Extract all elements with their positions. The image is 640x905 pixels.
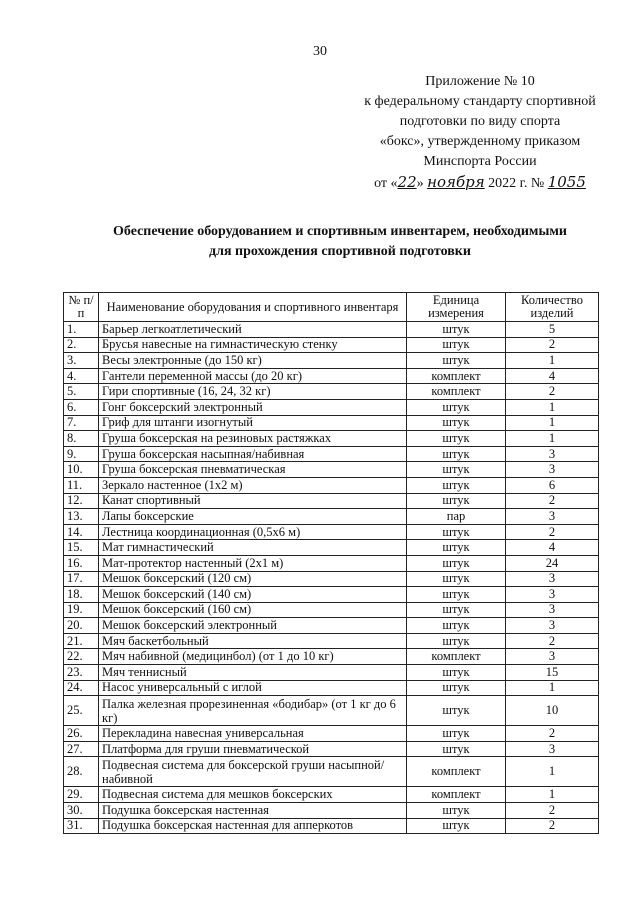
appendix-line: Минспорта России (423, 154, 537, 169)
row-unit: штук (407, 337, 506, 353)
header-unit: Единица измерения (407, 293, 506, 322)
row-number: 23. (64, 665, 99, 681)
table-row (64, 524, 599, 540)
row-quantity: 1 (506, 680, 599, 696)
row-name: Подвесная система для мешков боксерских (99, 787, 407, 803)
table-row (64, 741, 599, 757)
row-unit: комплект (407, 384, 506, 400)
row-unit: штук (407, 524, 506, 540)
row-quantity: 2 (506, 524, 599, 540)
table-row (64, 337, 599, 353)
row-name: Перекладина навесная универсальная (99, 726, 407, 742)
row-name: Барьер легкоатлетический (99, 322, 407, 338)
table-row (64, 680, 599, 696)
header-num: № п/п (64, 293, 99, 322)
row-number: 27. (64, 741, 99, 757)
row-quantity: 2 (506, 633, 599, 649)
table-row (64, 696, 599, 726)
table-row (64, 446, 599, 462)
row-quantity: 10 (506, 696, 599, 726)
table-row (64, 540, 599, 556)
document-title (40, 222, 640, 262)
row-quantity: 1 (506, 431, 599, 447)
row-unit: штук (407, 587, 506, 603)
table-body (64, 322, 599, 834)
row-name: Груша боксерская на резиновых растяжках (99, 431, 407, 447)
row-number: 22. (64, 649, 99, 665)
row-quantity: 15 (506, 665, 599, 681)
appendix-block (330, 72, 630, 194)
row-quantity: 6 (506, 477, 599, 493)
row-quantity: 3 (506, 741, 599, 757)
row-quantity: 3 (506, 587, 599, 603)
row-unit: штук (407, 322, 506, 338)
order-line (330, 172, 630, 194)
order-day: 22 (397, 173, 417, 191)
table-row (64, 555, 599, 571)
row-number: 29. (64, 787, 99, 803)
row-number: 12. (64, 493, 99, 509)
table-row (64, 787, 599, 803)
header-qty: Количество изделий (506, 293, 599, 322)
row-unit: штук (407, 431, 506, 447)
row-number: 31. (64, 818, 99, 834)
title-line-1: Обеспечение оборудованием и спортивным инвентарем, необходимыми (113, 224, 567, 239)
table-row (64, 803, 599, 819)
row-unit: штук (407, 741, 506, 757)
order-number: 1055 (547, 173, 586, 191)
row-unit: пар (407, 509, 506, 525)
row-unit: штук (407, 540, 506, 556)
row-number: 4. (64, 368, 99, 384)
row-name: Груша боксерская пневматическая (99, 462, 407, 478)
row-name: Подушка боксерская настенная (99, 803, 407, 819)
order-month: ноября (427, 173, 485, 191)
row-quantity: 4 (506, 368, 599, 384)
row-number: 10. (64, 462, 99, 478)
row-number: 18. (64, 587, 99, 603)
table-row (64, 587, 599, 603)
table-row (64, 571, 599, 587)
appendix-line: подготовки по виду спорта (399, 114, 561, 129)
row-quantity: 2 (506, 384, 599, 400)
row-unit: штук (407, 726, 506, 742)
row-number: 11. (64, 477, 99, 493)
row-name: Платформа для груши пневматической (99, 741, 407, 757)
row-name: Мяч набивной (медицинбол) (от 1 до 10 кг) (99, 649, 407, 665)
row-unit: штук (407, 555, 506, 571)
row-unit: штук (407, 462, 506, 478)
row-unit: штук (407, 680, 506, 696)
row-quantity: 2 (506, 818, 599, 834)
title-line-2: для прохождения спортивной подготовки (209, 244, 471, 259)
table-row (64, 726, 599, 742)
table-row (64, 368, 599, 384)
row-quantity: 1 (506, 415, 599, 431)
row-name: Подвесная система для боксерской груши насыпной/набивной (99, 757, 407, 787)
appendix-line: «бокс», утвержденному приказом (379, 134, 581, 149)
row-name: Гонг боксерский электронный (99, 399, 407, 415)
row-unit: штук (407, 618, 506, 634)
table-row (64, 509, 599, 525)
row-number: 25. (64, 696, 99, 726)
row-quantity: 3 (506, 462, 599, 478)
row-unit: штук (407, 446, 506, 462)
row-quantity: 1 (506, 353, 599, 369)
page-number: 30 (313, 44, 327, 59)
row-name: Весы электронные (до 150 кг) (99, 353, 407, 369)
row-name: Мат-протектор настенный (2х1 м) (99, 555, 407, 571)
row-name: Лестница координационная (0,5х6 м) (99, 524, 407, 540)
table-row (64, 384, 599, 400)
row-quantity: 3 (506, 509, 599, 525)
row-name: Канат спортивный (99, 493, 407, 509)
row-unit: штук (407, 602, 506, 618)
row-number: 7. (64, 415, 99, 431)
row-number: 19. (64, 602, 99, 618)
row-unit: штук (407, 493, 506, 509)
row-name: Гири спортивные (16, 24, 32 кг) (99, 384, 407, 400)
table-row (64, 493, 599, 509)
table-row (64, 602, 599, 618)
table-row (64, 322, 599, 338)
row-name: Мешок боксерский электронный (99, 618, 407, 634)
row-number: 16. (64, 555, 99, 571)
row-unit: штук (407, 353, 506, 369)
row-name: Груша боксерская насыпная/набивная (99, 446, 407, 462)
row-unit: штук (407, 818, 506, 834)
row-quantity: 2 (506, 493, 599, 509)
row-number: 15. (64, 540, 99, 556)
row-quantity: 3 (506, 618, 599, 634)
row-unit: штук (407, 399, 506, 415)
order-year: 2022 г. № (484, 176, 548, 191)
table-row (64, 618, 599, 634)
row-unit: комплект (407, 757, 506, 787)
equipment-table (63, 292, 599, 834)
row-name: Брусья навесные на гимнастическую стенку (99, 337, 407, 353)
row-number: 3. (64, 353, 99, 369)
row-unit: комплект (407, 368, 506, 384)
row-quantity: 3 (506, 649, 599, 665)
row-name: Мяч теннисный (99, 665, 407, 681)
row-number: 9. (64, 446, 99, 462)
table-row (64, 757, 599, 787)
row-name: Палка железная прорезиненная «бодибар» (от 1 кг до 6 кг) (99, 696, 407, 726)
row-name: Мат гимнастический (99, 540, 407, 556)
row-name: Гантели переменной массы (до 20 кг) (99, 368, 407, 384)
table-row (64, 633, 599, 649)
row-unit: штук (407, 477, 506, 493)
row-quantity: 2 (506, 337, 599, 353)
order-mid: » (416, 176, 428, 191)
row-number: 30. (64, 803, 99, 819)
row-number: 24. (64, 680, 99, 696)
row-name: Лапы боксерские (99, 509, 407, 525)
row-number: 5. (64, 384, 99, 400)
table-row (64, 649, 599, 665)
row-unit: комплект (407, 649, 506, 665)
row-quantity: 24 (506, 555, 599, 571)
table-row (64, 353, 599, 369)
row-name: Мешок боксерский (160 см) (99, 602, 407, 618)
row-name: Мешок боксерский (140 см) (99, 587, 407, 603)
row-quantity: 5 (506, 322, 599, 338)
row-quantity: 3 (506, 446, 599, 462)
table-header-row (64, 293, 599, 322)
row-quantity: 2 (506, 803, 599, 819)
row-number: 17. (64, 571, 99, 587)
row-quantity: 4 (506, 540, 599, 556)
row-number: 21. (64, 633, 99, 649)
row-name: Зеркало настенное (1х2 м) (99, 477, 407, 493)
row-quantity: 1 (506, 399, 599, 415)
row-number: 8. (64, 431, 99, 447)
table-row (64, 818, 599, 834)
row-unit: комплект (407, 787, 506, 803)
row-number: 1. (64, 322, 99, 338)
row-name: Мяч баскетбольный (99, 633, 407, 649)
table-row (64, 415, 599, 431)
table-row (64, 462, 599, 478)
appendix-line: Приложение № 10 (425, 74, 535, 89)
order-prefix: от « (374, 176, 398, 191)
row-number: 28. (64, 757, 99, 787)
row-name: Мешок боксерский (120 см) (99, 571, 407, 587)
row-quantity: 3 (506, 571, 599, 587)
row-quantity: 2 (506, 726, 599, 742)
row-number: 26. (64, 726, 99, 742)
table-row (64, 665, 599, 681)
table-row (64, 431, 599, 447)
row-quantity: 1 (506, 757, 599, 787)
row-unit: штук (407, 571, 506, 587)
row-name: Гриф для штанги изогнутый (99, 415, 407, 431)
row-unit: штук (407, 696, 506, 726)
row-name: Подушка боксерская настенная для апперкотов (99, 818, 407, 834)
row-unit: штук (407, 633, 506, 649)
row-number: 20. (64, 618, 99, 634)
table-row (64, 477, 599, 493)
row-unit: штук (407, 803, 506, 819)
row-unit: штук (407, 665, 506, 681)
table-row (64, 399, 599, 415)
row-quantity: 3 (506, 602, 599, 618)
row-number: 14. (64, 524, 99, 540)
header-name: Наименование оборудования и спортивного инвентаря (99, 293, 407, 322)
appendix-line: к федеральному стандарту спортивной (364, 94, 596, 109)
row-number: 6. (64, 399, 99, 415)
row-unit: штук (407, 415, 506, 431)
row-quantity: 1 (506, 787, 599, 803)
row-number: 2. (64, 337, 99, 353)
row-number: 13. (64, 509, 99, 525)
row-name: Насос универсальный с иглой (99, 680, 407, 696)
